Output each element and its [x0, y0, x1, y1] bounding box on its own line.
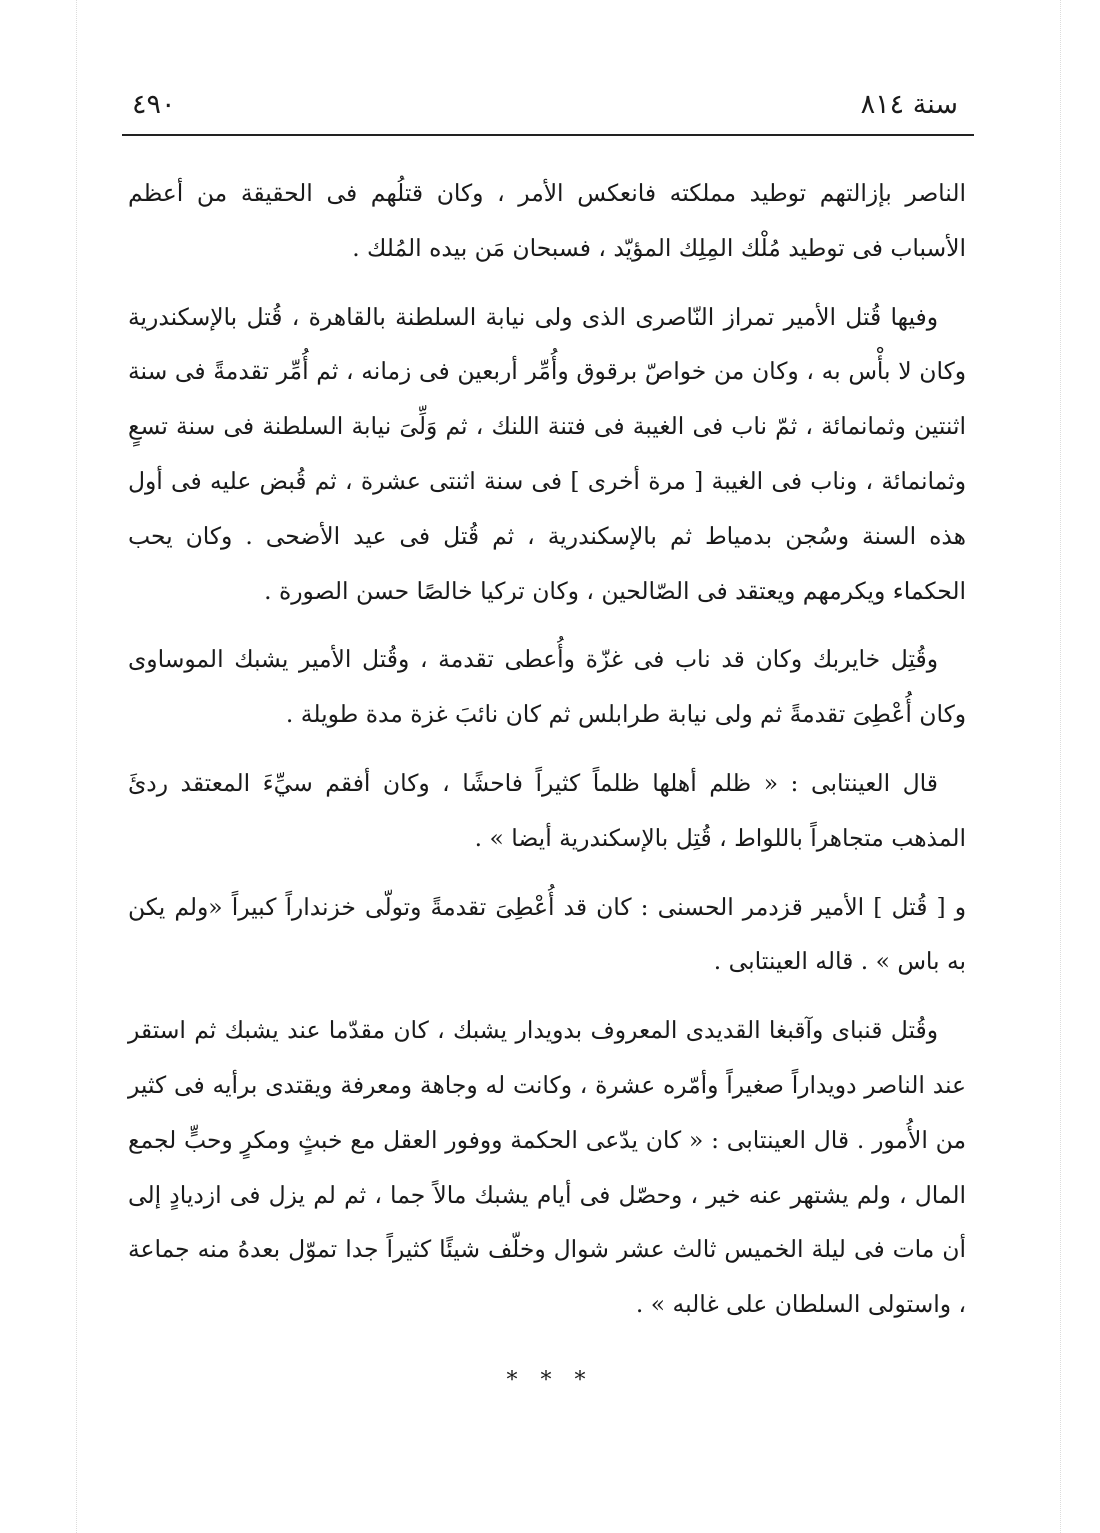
paragraph: وفيها قُتل الأمير تمراز النّاصرى الذى ولى نيابة السلطنة بالقاهرة ، قُتل بالإسكندرية وكان لا بأْس به ، وكان من خواصّ برقوق وأُمِّر أربعين فى زمانه ، ثم أُمِّر تقدمةً فى سنة اثنتين وثمانمائة ، ثمّ ناب فى الغيبة فى فتنة اللنك ، ثم وَلِّىَ نيابة السلطنة فى سنة تسعٍ وثمانمائة ، وناب فى الغيبة [ مرة أخرى ] فى سنة اثنتى عشرة ، ثم قُبض عليه فى أول هذه السنة وسُجن بدمياط ثم بالإسكندرية ، ثم قُتل فى عيد الأضحى . وكان يحب الحكماء ويكرمهم ويعتقد فى الصّالحين ، وكان تركيا خالصًا حسن الصورة . — [128, 302, 966, 605]
page-body — [128, 166, 966, 1332]
page-margin-guide — [1060, 0, 1061, 1533]
paragraph: وقُتل قنباى وآقبغا القديدى المعروف بدويدار يشبك ، كان مقدّما عند يشبك ثم استقر عند الناصر دويداراً صغيراً وأمّره عشرة ، وكانت له وجاهة ومعرفة ويقتدى برأيه فى كثير من الأُمور . قال العينتابى : « كان يدّعى الحكمة ووفور العقل مع خبثٍ ومكرٍ وحبٍّ لجمع المال ، ولم يشتهر عنه خير ، وحصّل فى أيام يشبك مالاً جما ، ثم لم يزل فى ازديادٍ إلى أن مات فى ليلة الخميس ثالث عشر شوال وخلّف شيئًا كثيراً جدا تموّل بعدهُ منه جماعة ، واستولى السلطان على غالبه » . — [128, 1016, 966, 1319]
running-header — [122, 84, 974, 128]
paragraph: الناصر بإزالتهم توطيد مملكته فانعكس الأمر ، وكان قتلُهم فى الحقيقة من أعظم الأسباب فى توطيد مُلْك المِلِك المؤيّد ، فسبحان مَن بيده المُلك . — [128, 179, 966, 262]
page-number: ٤٩٠ — [132, 89, 176, 120]
paragraph: و [ قُتل ] الأمير قزدمر الحسنى : كان قد أُعْطِىَ تقدمةً وتولّى خزنداراً كبيراً «ولم يكن به باس » . قاله العينتابى . — [128, 892, 966, 976]
page-margin-guide — [76, 0, 77, 1533]
paragraph: وقُتِل خايربك وكان قد ناب فى غزّة وأُعطى تقدمة ، وقُتل الأمير يشبك الموساوى وكان أُعْطِىَ تقدمةً ثم ولى نيابة طرابلس ثم كان نائبَ غزة مدة طويلة . — [128, 645, 966, 729]
section-ornament: * * * — [506, 1368, 594, 1393]
running-title: سنة ٨١٤ — [860, 89, 958, 120]
paragraph: قال العينتابى : « ظلم أهلها ظلماً كثيراً فاحشًا ، وكان أفقم سيِّءَ المعتقد ردئَ المذهب متجاهراً باللواط ، قُتِل بالإسكندرية أيضا » . — [128, 768, 966, 852]
header-rule — [122, 134, 974, 136]
